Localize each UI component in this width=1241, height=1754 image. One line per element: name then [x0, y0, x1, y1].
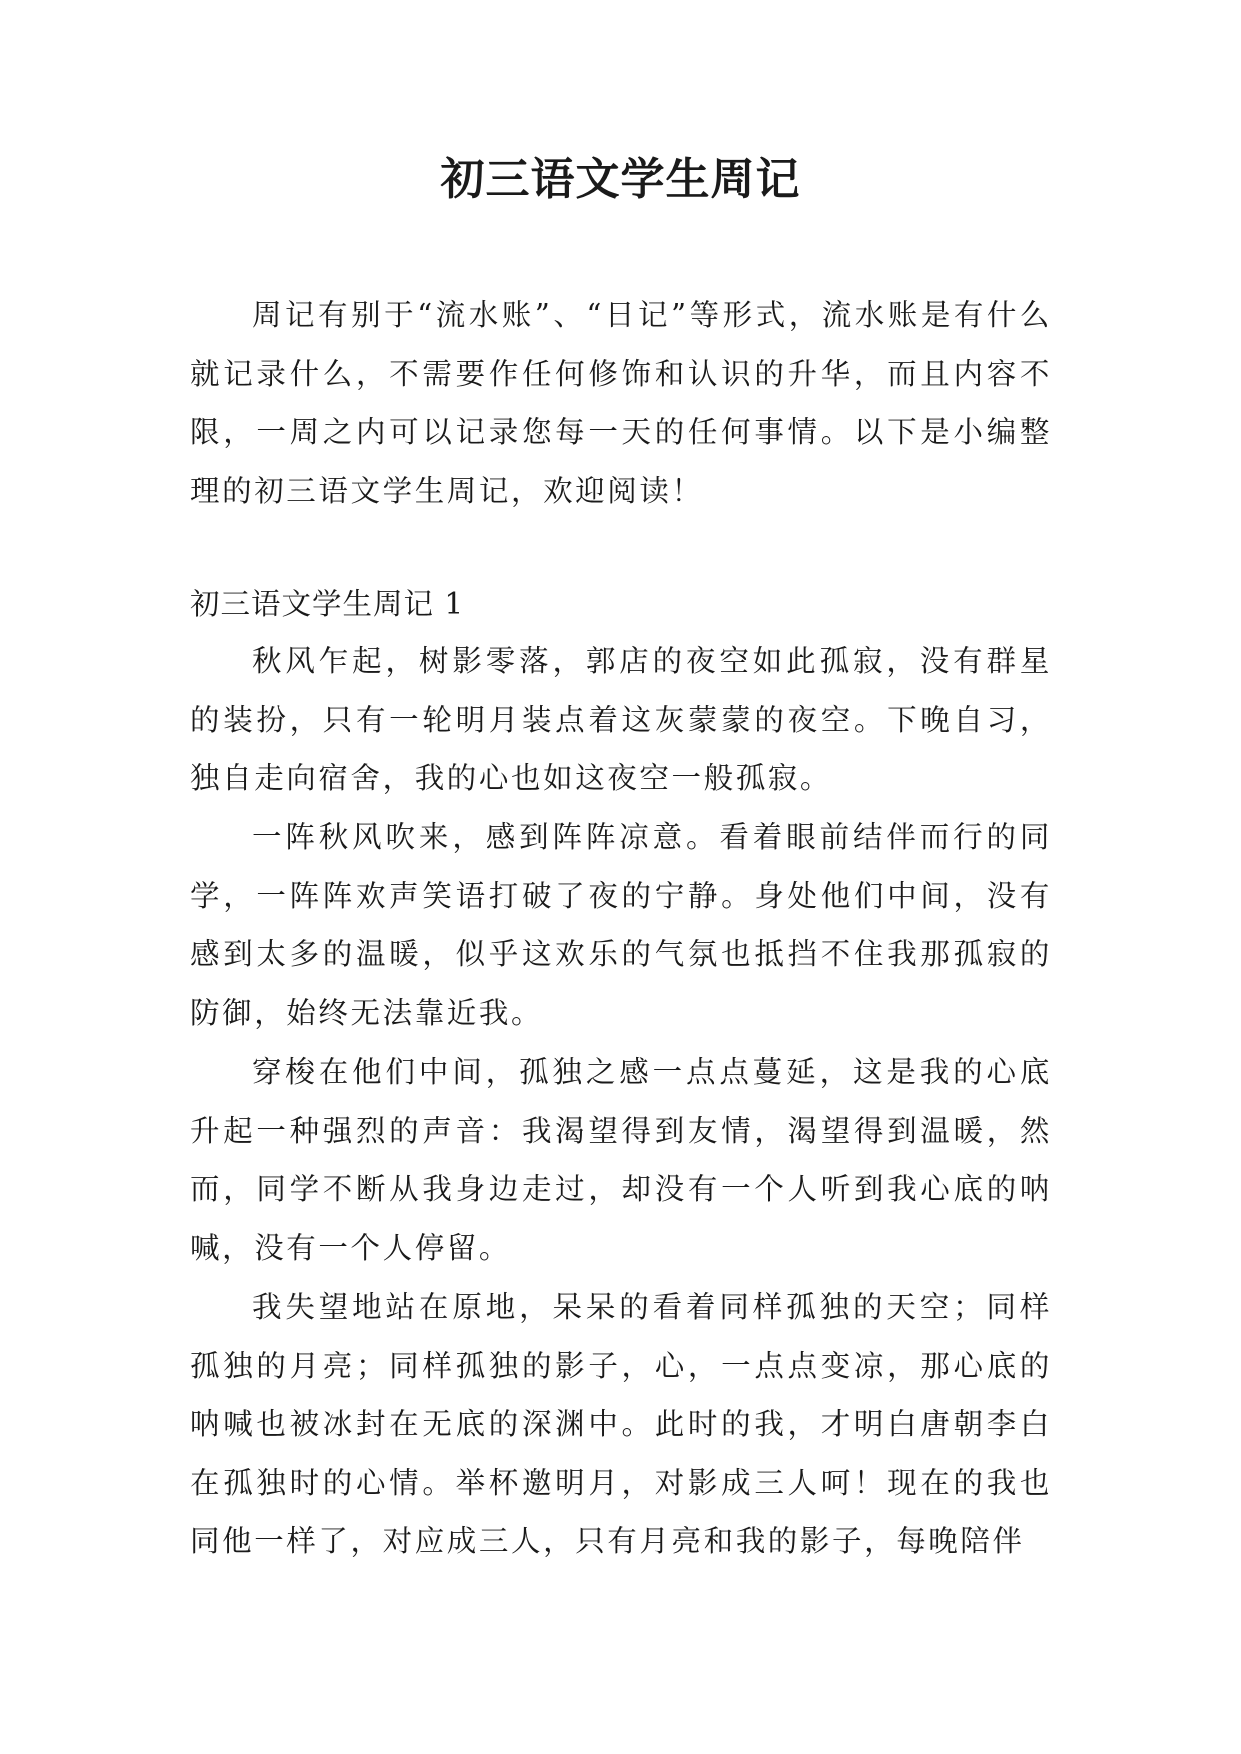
- intro-paragraph: 周记有别于“流水账”、“日记”等形式，流水账是有什么就记录什么，不需要作任何修饰和认识的升华，而且内容不限，一周之内可以记录您每一天的任何事情。以下是小编整理的初三语文学生周记，欢迎阅读！: [190, 298, 1052, 508]
- body-paragraph: 一阵秋风吹来，感到阵阵凉意。看着眼前结伴而行的同学，一阵阵欢声笑语打破了夜的宁静。身处他们中间，没有感到太多的温暖，似乎这欢乐的气氛也抵挡不住我那孤寂的防御，始终无法靠近我。: [190, 820, 1052, 1030]
- body-paragraph: 秋风乍起，树影零落，郭店的夜空如此孤寂，没有群星的装扮，只有一轮明月装点着这灰蒙蒙的夜空。下晚自习，独自走向宿舍，我的心也如这夜空一般孤寂。: [190, 644, 1052, 795]
- document-title: 初三语文学生周记: [440, 154, 801, 205]
- section-heading: 初三语文学生周记 1: [190, 587, 465, 621]
- body-paragraph: 穿梭在他们中间，孤独之感一点点蔓延，这是我的心底升起一种强烈的声音：我渴望得到友情，渴望得到温暖，然而，同学不断从我身边走过，却没有一个人听到我心底的呐喊，没有一个人停留。: [190, 1055, 1052, 1265]
- body-paragraph: 我失望地站在原地，呆呆的看着同样孤独的天空；同样孤独的月亮；同样孤独的影子，心，一点点变凉，那心底的呐喊也被冰封在无底的深渊中。此时的我，才明白唐朝李白在孤独时的心情。举杯邀明月，对影成三人呵！现在的我也同他一样了，对应成三人，只有月亮和我的影子，每晚陪伴: [190, 1290, 1052, 1558]
